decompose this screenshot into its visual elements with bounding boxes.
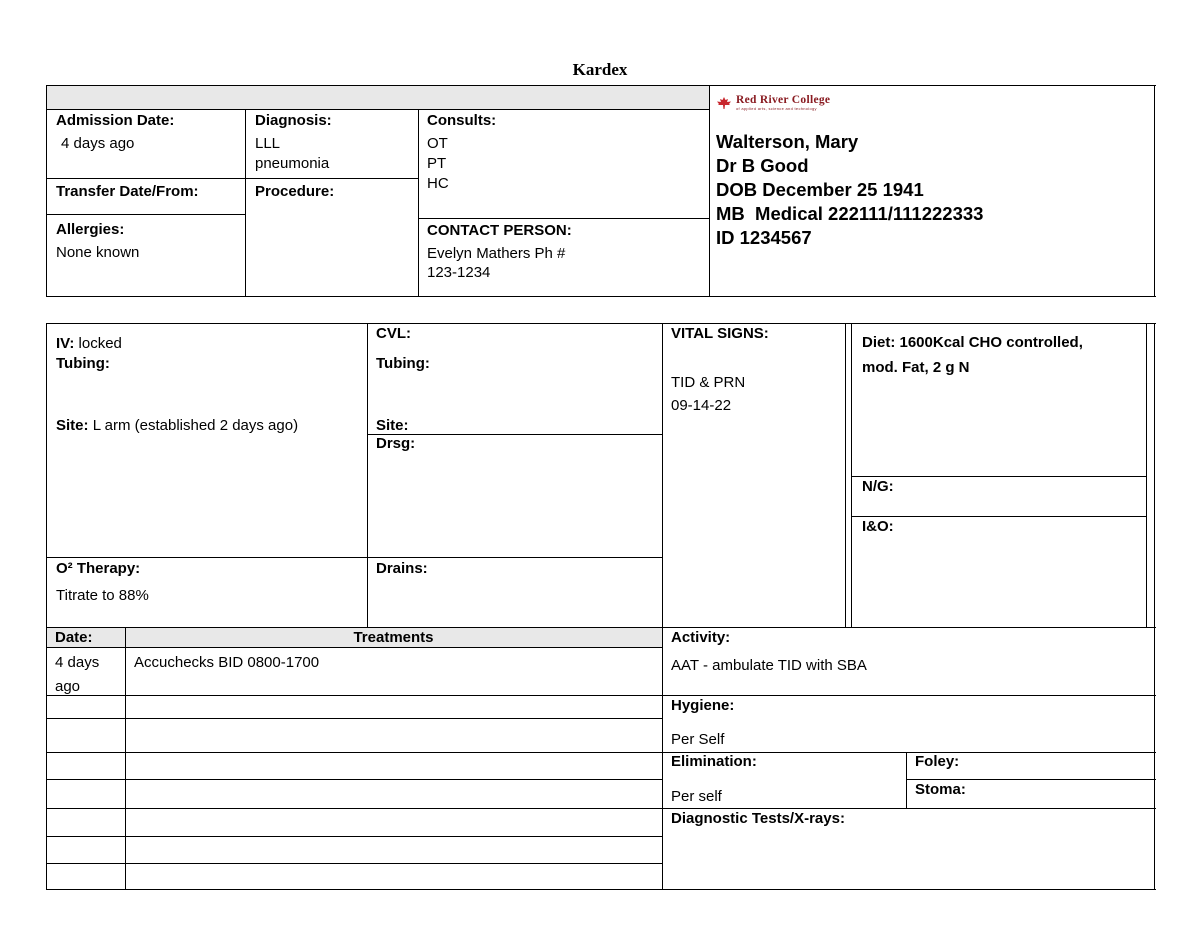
hygiene-value: Per Self bbox=[671, 731, 725, 748]
foley-label: Foley: bbox=[915, 753, 960, 770]
diagnosis-value-line2: pneumonia bbox=[255, 155, 330, 172]
consults-label: Consults: bbox=[427, 112, 497, 129]
o2-therapy-value: Titrate to 88% bbox=[56, 587, 149, 604]
iv-field bbox=[56, 334, 122, 353]
diet-line1: Diet: 1600Kcal CHO controlled, bbox=[862, 334, 1083, 351]
iv-site-value: L arm (established 2 days ago) bbox=[92, 417, 299, 434]
college-logo-tagline: of applied arts, science and technology bbox=[736, 106, 817, 111]
iv-label: IV: bbox=[56, 335, 75, 352]
drsg-label: Drsg: bbox=[376, 435, 416, 452]
patient-mb: MB Medical 222111/111222333 bbox=[716, 203, 984, 224]
iv-tubing-label: Tubing: bbox=[56, 355, 110, 372]
maple-leaf-icon bbox=[716, 97, 732, 109]
contact-person-line1: Evelyn Mathers Ph # bbox=[427, 245, 566, 262]
iv-value: locked bbox=[78, 335, 122, 352]
ng-label: N/G: bbox=[862, 478, 894, 495]
procedure-label: Procedure: bbox=[255, 183, 335, 200]
o2-therapy-label: O² Therapy: bbox=[56, 560, 141, 577]
patient-name: Walterson, Mary bbox=[716, 131, 859, 152]
patient-doctor: Dr B Good bbox=[716, 155, 809, 176]
treatments-date-header: Date: bbox=[55, 629, 93, 646]
hygiene-label: Hygiene: bbox=[671, 697, 735, 714]
iv-site-field bbox=[56, 416, 298, 435]
elimination-label: Elimination: bbox=[671, 753, 757, 770]
college-logo-name: Red River College bbox=[736, 94, 831, 106]
diagnostic-tests-label: Diagnostic Tests/X-rays: bbox=[671, 810, 845, 827]
vital-signs-label: VITAL SIGNS: bbox=[671, 325, 769, 342]
diagnosis-label: Diagnosis: bbox=[255, 112, 332, 129]
stoma-label: Stoma: bbox=[915, 781, 966, 798]
treatment-row-date-line1: 4 days bbox=[55, 654, 100, 671]
iv-site-label: Site: bbox=[56, 417, 89, 434]
consults-pt: PT bbox=[427, 155, 447, 172]
vital-signs-frequency: TID & PRN bbox=[671, 374, 746, 391]
college-logo bbox=[716, 94, 830, 111]
io-label: I&O: bbox=[862, 518, 894, 535]
patient-dob: DOB December 25 1941 bbox=[716, 179, 924, 200]
consults-hc: HC bbox=[427, 175, 449, 192]
cvl-tubing-label: Tubing: bbox=[376, 355, 430, 372]
header-grey-band bbox=[47, 86, 709, 109]
diagnosis-value-line1: LLL bbox=[255, 135, 281, 152]
treatment-row-text: Accuchecks BID 0800-1700 bbox=[134, 654, 320, 671]
elimination-value: Per self bbox=[671, 788, 722, 805]
diet-line2: mod. Fat, 2 g N bbox=[862, 359, 970, 376]
contact-person-label: CONTACT PERSON: bbox=[427, 222, 572, 239]
admission-date-value: 4 days ago bbox=[61, 135, 135, 152]
cvl-site-label: Site: bbox=[376, 417, 409, 434]
consults-ot: OT bbox=[427, 135, 448, 152]
allergies-value: None known bbox=[56, 244, 140, 261]
drains-label: Drains: bbox=[376, 560, 428, 577]
allergies-label: Allergies: bbox=[56, 221, 125, 238]
treatments-header: Treatments bbox=[353, 629, 434, 646]
cvl-label: CVL: bbox=[376, 325, 411, 342]
treatment-row-date-line2: ago bbox=[55, 678, 81, 695]
contact-person-line2: 123-1234 bbox=[427, 264, 491, 281]
activity-label: Activity: bbox=[671, 629, 731, 646]
activity-value: AAT - ambulate TID with SBA bbox=[671, 657, 867, 674]
admission-date-label: Admission Date: bbox=[56, 112, 175, 129]
patient-id: ID 1234567 bbox=[716, 227, 812, 248]
transfer-date-label: Transfer Date/From: bbox=[56, 183, 199, 200]
vital-signs-date: 09-14-22 bbox=[671, 397, 732, 414]
page-title: Kardex bbox=[572, 60, 628, 79]
